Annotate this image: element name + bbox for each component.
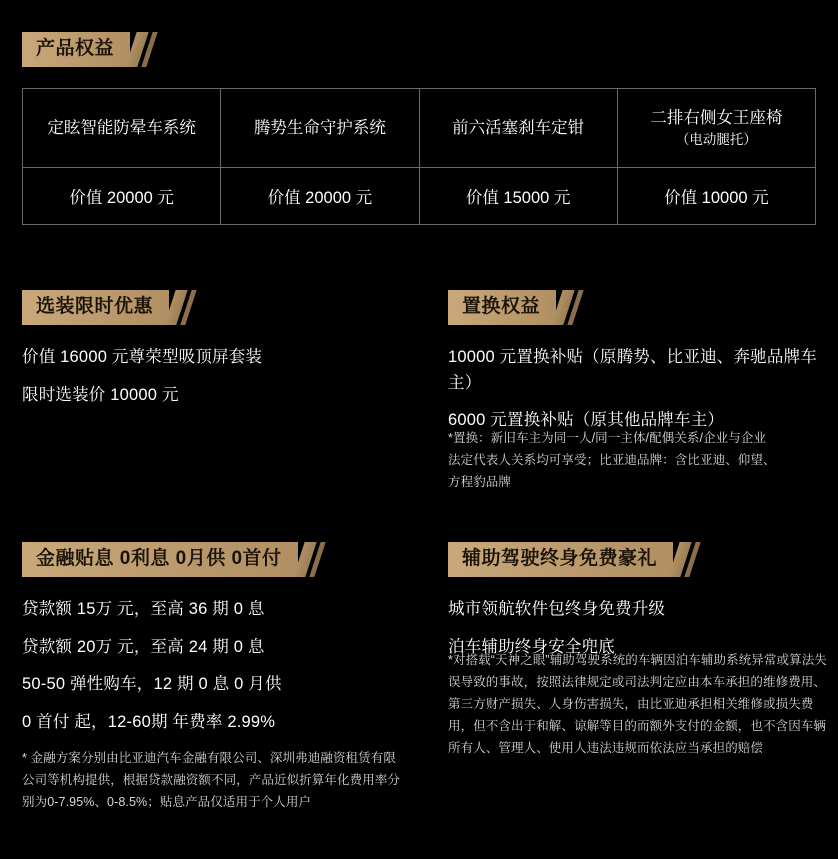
benefit-name-1: 腾势生命守护系统 [253, 118, 386, 137]
benefit-value-1: 价值 20000 元 [221, 168, 419, 225]
benefit-name-0: 定眩智能防晕车系统 [47, 118, 196, 137]
section-trade-in [448, 290, 556, 325]
section-adas [448, 542, 673, 577]
benefit-name-2: 前六活塞刹车定钳 [452, 118, 585, 137]
table-cell-header-1 [221, 89, 419, 168]
banner-optional-promo [22, 290, 169, 325]
benefit-value-2: 价值 15000 元 [419, 168, 617, 225]
benefit-value-0: 价值 20000 元 [23, 168, 221, 225]
finance-line-0: 贷款额 15万 元，至高 36 期 0 息 [22, 600, 265, 618]
finance-line-3: 0 首付 起，12-60期 年费率 2.99% [22, 712, 276, 731]
section-product-benefits [22, 32, 130, 67]
section-optional-promo [22, 290, 169, 325]
table-cell-header-2 [419, 89, 617, 168]
section-title-option: 选装限时优惠 [36, 296, 154, 317]
trade-line-0: 10000 元置换补贴（原腾势、比亚迪、奔驰品牌车主） [448, 348, 817, 392]
benefit-subnote-3: （电动腿托） [675, 132, 757, 148]
adas-footnote: *对搭载“天神之眼”辅助驾驶系统的车辆因泊车辅助系统异常或算法失误导致的事故，按照法律规定或司法判定应由本车承担的维修费用、第三方财产损失、人身伤害损失，由比亚迪承担相关维修或损失费用，但不含出于和解、谅解等目的而额外支付的金额，也不含因车辆所有人、管理人、使用人违法违规而依法应当承担的赔偿 [448, 653, 827, 755]
optional-promo-body [22, 345, 422, 420]
banner-product-benefits [22, 32, 130, 67]
section-finance [22, 542, 298, 577]
banner-finance [22, 542, 298, 577]
adas-line-1: 泊车辅助终身安全兜底 [448, 637, 615, 656]
benefits-table [22, 88, 816, 225]
benefit-value-3: 价值 10000 元 [617, 168, 815, 225]
finance-body [22, 597, 422, 747]
section-title-finance: 金融贴息 0利息 0月供 0首付 [36, 548, 282, 569]
banner-trade-in [448, 290, 556, 325]
finance-line-1: 贷款额 20万 元，至高 24 期 0 息 [22, 637, 265, 656]
option-line-0: 价值 16000 元尊荣型吸顶屏套装 [22, 348, 263, 366]
table-row-values [23, 168, 816, 225]
section-title-product: 产品权益 [36, 38, 115, 59]
finance-footnote: * 金融方案分别由比亚迪汽车金融有限公司、深圳弗迪融资租赁有限公司等机构提供，根据贷款融资额不同，产品近似折算年化费用率分别为0-7.95%、0-8.5%；贴息产品仅适用于个人用户 [22, 751, 401, 809]
adas-line-0: 城市领航软件包终身免费升级 [448, 600, 666, 618]
table-row-headers [23, 89, 816, 168]
section-title-trade: 置换权益 [462, 296, 541, 317]
table-cell-header-3 [617, 89, 815, 168]
finance-line-2: 50-50 弹性购车，12 期 0 息 0 月供 [22, 675, 282, 694]
benefit-name-3: 二排右侧女王座椅 [650, 108, 783, 127]
option-line-1: 限时选装价 10000 元 [22, 385, 179, 404]
trade-line-1: 6000 元置换补贴（原其他品牌车主） [448, 411, 725, 430]
section-title-adas: 辅助驾驶终身免费豪礼 [462, 548, 658, 569]
trade-in-footnote: *置换：新旧车主为同一人/同一主体/配偶关系/企业与企业法定代表人关系均可享受；比亚迪品牌：含比亚迪、仰望、方程豹品牌 [448, 431, 776, 489]
banner-adas [448, 542, 673, 577]
table-cell-header-0 [23, 89, 221, 168]
